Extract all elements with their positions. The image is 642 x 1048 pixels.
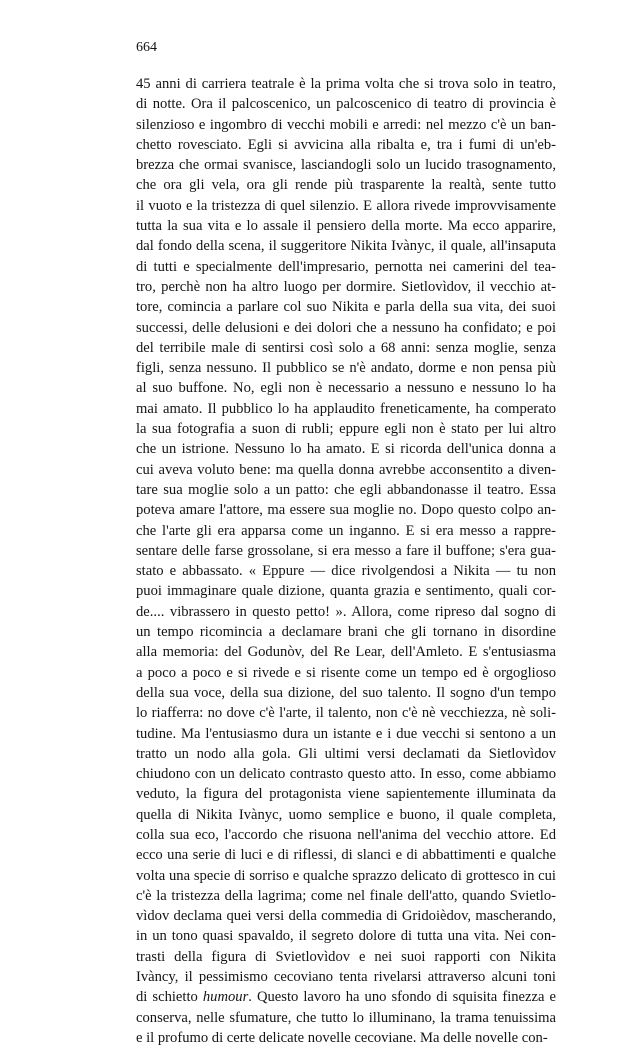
text-line: di notte. Ora il palcoscenico, un palcoscenico di teatro di provincia è xyxy=(136,96,556,113)
text-fragment: di schietto xyxy=(136,989,203,1006)
text-line: tare sua moglie solo a un patto: che egli abbandonasse il teatro. Essa xyxy=(136,481,556,498)
text-line: mai amato. Il pubblico lo ha applaudito freneticamente, ha comperato xyxy=(136,400,556,417)
italic-word: humour xyxy=(202,989,249,1006)
text-line: a poco a poco e si rivede e si risente come un tempo ed è orgoglioso xyxy=(136,664,556,681)
text-line: veduto, la figura del protagonista viene sapientemente illuminata da xyxy=(136,786,556,803)
text-line: puoi immaginare quale dizione, quanta grazia e sentimento, quali cor- xyxy=(136,583,556,600)
text-line: che l'arte gli era apparsa come un inganno. E si era messo a rappre- xyxy=(136,522,556,539)
text-line: tore, comincia a parlare col suo Nikita e parla della sua vita, dei suoi xyxy=(136,299,556,316)
text-line: conserva, nelle sfumature, che tutto lo illuminano, la trama tenuissima xyxy=(136,1009,556,1026)
body-text xyxy=(136,74,556,1048)
text-line: il vuoto e la tristezza di quel silenzio. E allora rivede improvvisamente xyxy=(136,197,556,214)
text-line: di tutti e specialmente dell'impresario, pernotta nei camerini del tea- xyxy=(136,258,556,275)
text-line: colla sua eco, l'accordo che risuona nell'anima del vecchio attore. Ed xyxy=(136,826,556,843)
text-line: ecco una serie di luci e di riflessi, di slanci e di abbattimenti e qualche xyxy=(136,847,556,864)
text-line: poteva amare l'attore, ma essere sua moglie no. Dopo questo colpo an- xyxy=(136,502,556,519)
text-line: della sua voce, della sua dizione, del suo talento. Il sogno d'un tempo xyxy=(136,684,556,701)
text-line: del terribile male di sentirsi così solo a 68 anni: senza moglie, senza xyxy=(136,339,556,356)
text-line: tudine. Ma l'entusiasmo dura un istante e i due vecchi si sentono a un xyxy=(136,725,556,742)
text-line: in un tono quasi spavaldo, il segreto dolore di tutta una vita. Nei con- xyxy=(136,928,556,945)
text-line: trasti della figura di Svietlovìdov e nei suoi rapporti con Nikita xyxy=(136,948,556,965)
text-line: tutta la sua vita e lo assale il pensiero della morte. Ma ecco apparire, xyxy=(136,218,556,235)
page-number: 664 xyxy=(136,40,157,55)
text-line: tro, perchè non ha altro luogo per dormire. Sietlovìdov, il vecchio at- xyxy=(136,278,556,295)
text-line: stato e abbassato. « Eppure — dice rivolgendosi a Nikita — tu non xyxy=(136,563,556,580)
text-line: successi, delle delusioni e dei dolori che a nessuno ha confidato; e poi xyxy=(136,319,556,336)
text-line: che ora gli vela, ora gli rende più trasparente la realtà, sente tutto xyxy=(136,177,556,194)
text-line: un tempo ricomincia a declamare brani che gli tornano in disordine xyxy=(136,624,556,641)
text-line: figli, senza nessuno. Il pubblico se n'è andato, dorme e non pensa più xyxy=(136,360,556,377)
text-line: chetto rovesciato. Egli si avvicina alla ribalta e, tra i fumi di un'eb- xyxy=(136,136,556,153)
text-line: che un istrione. Nessuno lo ha amato. E si ricorda dell'unica donna a xyxy=(136,441,556,458)
text-fragment: . Questo lavoro ha uno sfondo di squisita finezza e xyxy=(248,989,556,1006)
text-line: silenzioso e ingombro di vecchi mobili e arredi: nel mezzo c'è un ban- xyxy=(136,116,556,133)
text-line: alla memoria: del Godunòv, del Re Lear, dell'Amleto. E s'entusiasma xyxy=(136,644,556,661)
text-line: c'è la tristezza della lagrima; come nel finale dell'atto, quando Svietlo- xyxy=(136,887,556,904)
text-line: dal fondo della scena, il suggeritore Nikita Ivànyc, il quale, all'insaputa xyxy=(136,238,556,255)
text-line: la sua fotografia a suon di rubli; eppure egli non è stato per lui altro xyxy=(136,421,556,438)
text-line: de.... vibrassero in questo petto! ». Allora, come ripreso dal sogno di xyxy=(136,603,556,620)
text-line: tratto un nodo alla gola. Gli ultimi versi declamati da Sietlovìdov xyxy=(136,745,556,762)
text-line: volta una specie di sorriso e qualche sprazzo delicato di grottesco in cui xyxy=(136,867,556,884)
text-line: sentare delle farse grossolane, si era messo a fare il buffone; s'era gua- xyxy=(136,542,556,559)
text-line: e il profumo di certe delicate novelle cecoviane. Ma delle novelle con- xyxy=(136,1029,548,1046)
text-line: brezza che ormai svanisce, lasciandogli solo un lucido trasognamento, xyxy=(136,157,556,174)
text-line: vìdov declama quei versi della commedia di Gridoièdov, mascherando, xyxy=(136,908,556,925)
text-line: chiudono con un delicato contrasto questo atto. In esso, come abbiamo xyxy=(136,766,556,783)
text-line: al suo buffone. No, egli non è necessario a nessuno e nessuno lo ha xyxy=(136,380,556,397)
text-line: lo riafferra: no dove c'è l'arte, il talento, non c'è nè vecchiezza, nè soli- xyxy=(136,705,556,722)
text-line: 45 anni di carriera teatrale è la prima volta che si trova solo in teatro, xyxy=(136,76,556,92)
text-line: quella di Nikita Ivànyc, uomo semplice e buono, il quale completa, xyxy=(136,806,556,823)
text-line: cui aveva voluto bene: ma quella donna avrebbe acconsentito a diven- xyxy=(136,461,556,478)
text-line: Ivàncy, il pessimismo cecoviano tenta rivelarsi attraverso alcuni toni xyxy=(136,969,556,986)
text-line-humour xyxy=(136,987,556,1007)
